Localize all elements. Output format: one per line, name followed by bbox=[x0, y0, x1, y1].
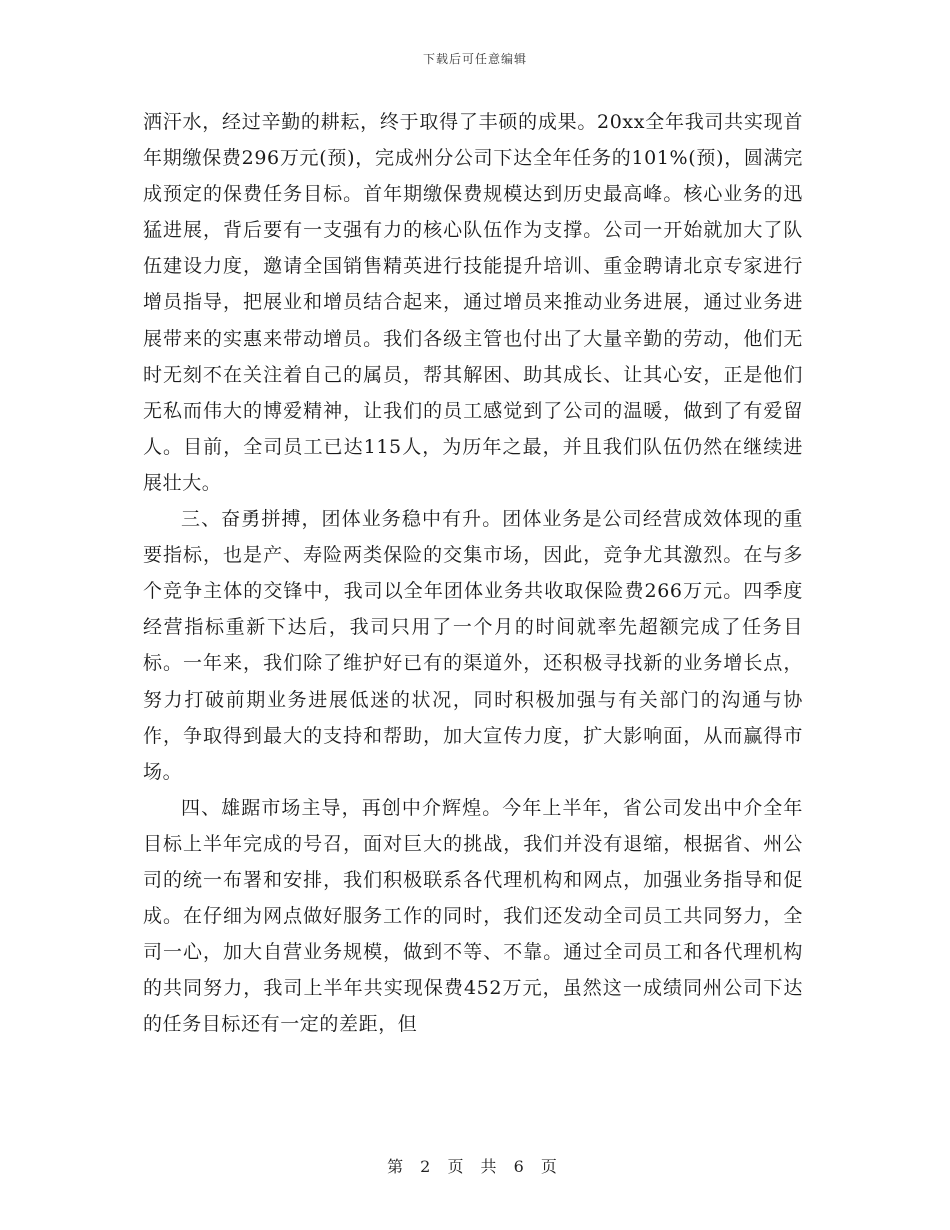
paragraph-continuation: 洒汗水，经过辛勤的耕耘，终于取得了丰硕的成果。20xx全年我司共实现首年期缴保费296万元(预)，完成州分公司下达全年任务的101%(预)，圆满完成预定的保费任务目标。首年期缴保费规模达到历史最高峰。核心业务的迅猛进展，背后要有一支强有力的核心队伍作为支撑。公司一开始就加大了队伍建设力度，邀请全国销售精英进行技能提升培训、重金聘请北京专家进行增员指导，把展业和增员结合起来，通过增员来推动业务进展，通过业务进展带来的实惠来带动增员。我们各级主管也付出了大量辛勤的劳动，他们无时无刻不在关注着自己的属员，帮其解困、助其成长、让其心安，正是他们无私而伟大的博爱精神，让我们的员工感觉到了公司的温暖，做到了有爱留人。目前，全司员工已达115人，为历年之最，并且我们队伍仍然在继续进展壮大。 bbox=[143, 111, 803, 494]
paragraph-section-four: 四、雄踞市场主导，再创中介辉煌。今年上半年，省公司发出中介全年目标上半年完成的号召，面对巨大的挑战，我们并没有退缩，根据省、州公司的统一布署和安排，我们积极联系各代理机构和网点，加强业务指导和促成。在仔细为网点做好服务工作的同时，我们还发动全司员工共同努力，全司一心，加大自营业务规模，做到不等、不靠。通过全司员工和各代理机构的共同努力，我司上半年共实现保费452万元，虽然这一成绩同州公司下达的任务目标还有一定的差距，但 bbox=[143, 796, 803, 1036]
document-body bbox=[143, 104, 803, 1042]
page-number-footer: 第 2 页 共 6 页 bbox=[387, 1157, 563, 1176]
page-header: 下载后可任意编辑 bbox=[422, 52, 527, 66]
paragraph-section-three: 三、奋勇拼搏，团体业务稳中有升。团体业务是公司经营成效体现的重要指标，也是产、寿险两类保险的交集市场，因此，竞争尤其激烈。在与多个竞争主体的交锋中，我司以全年团体业务共收取保险费266万元。四季度经营指标重新下达后，我司只用了一个月的时间就率先超额完成了任务目标。一年来，我们除了维护好已有的渠道外，还积极寻找新的业务增长点，努力打破前期业务进展低迷的状况，同时积极加强与有关部门的沟通与协作，争取得到最大的支持和帮助，加大宣传力度，扩大影响面，从而赢得市场。 bbox=[143, 508, 803, 783]
